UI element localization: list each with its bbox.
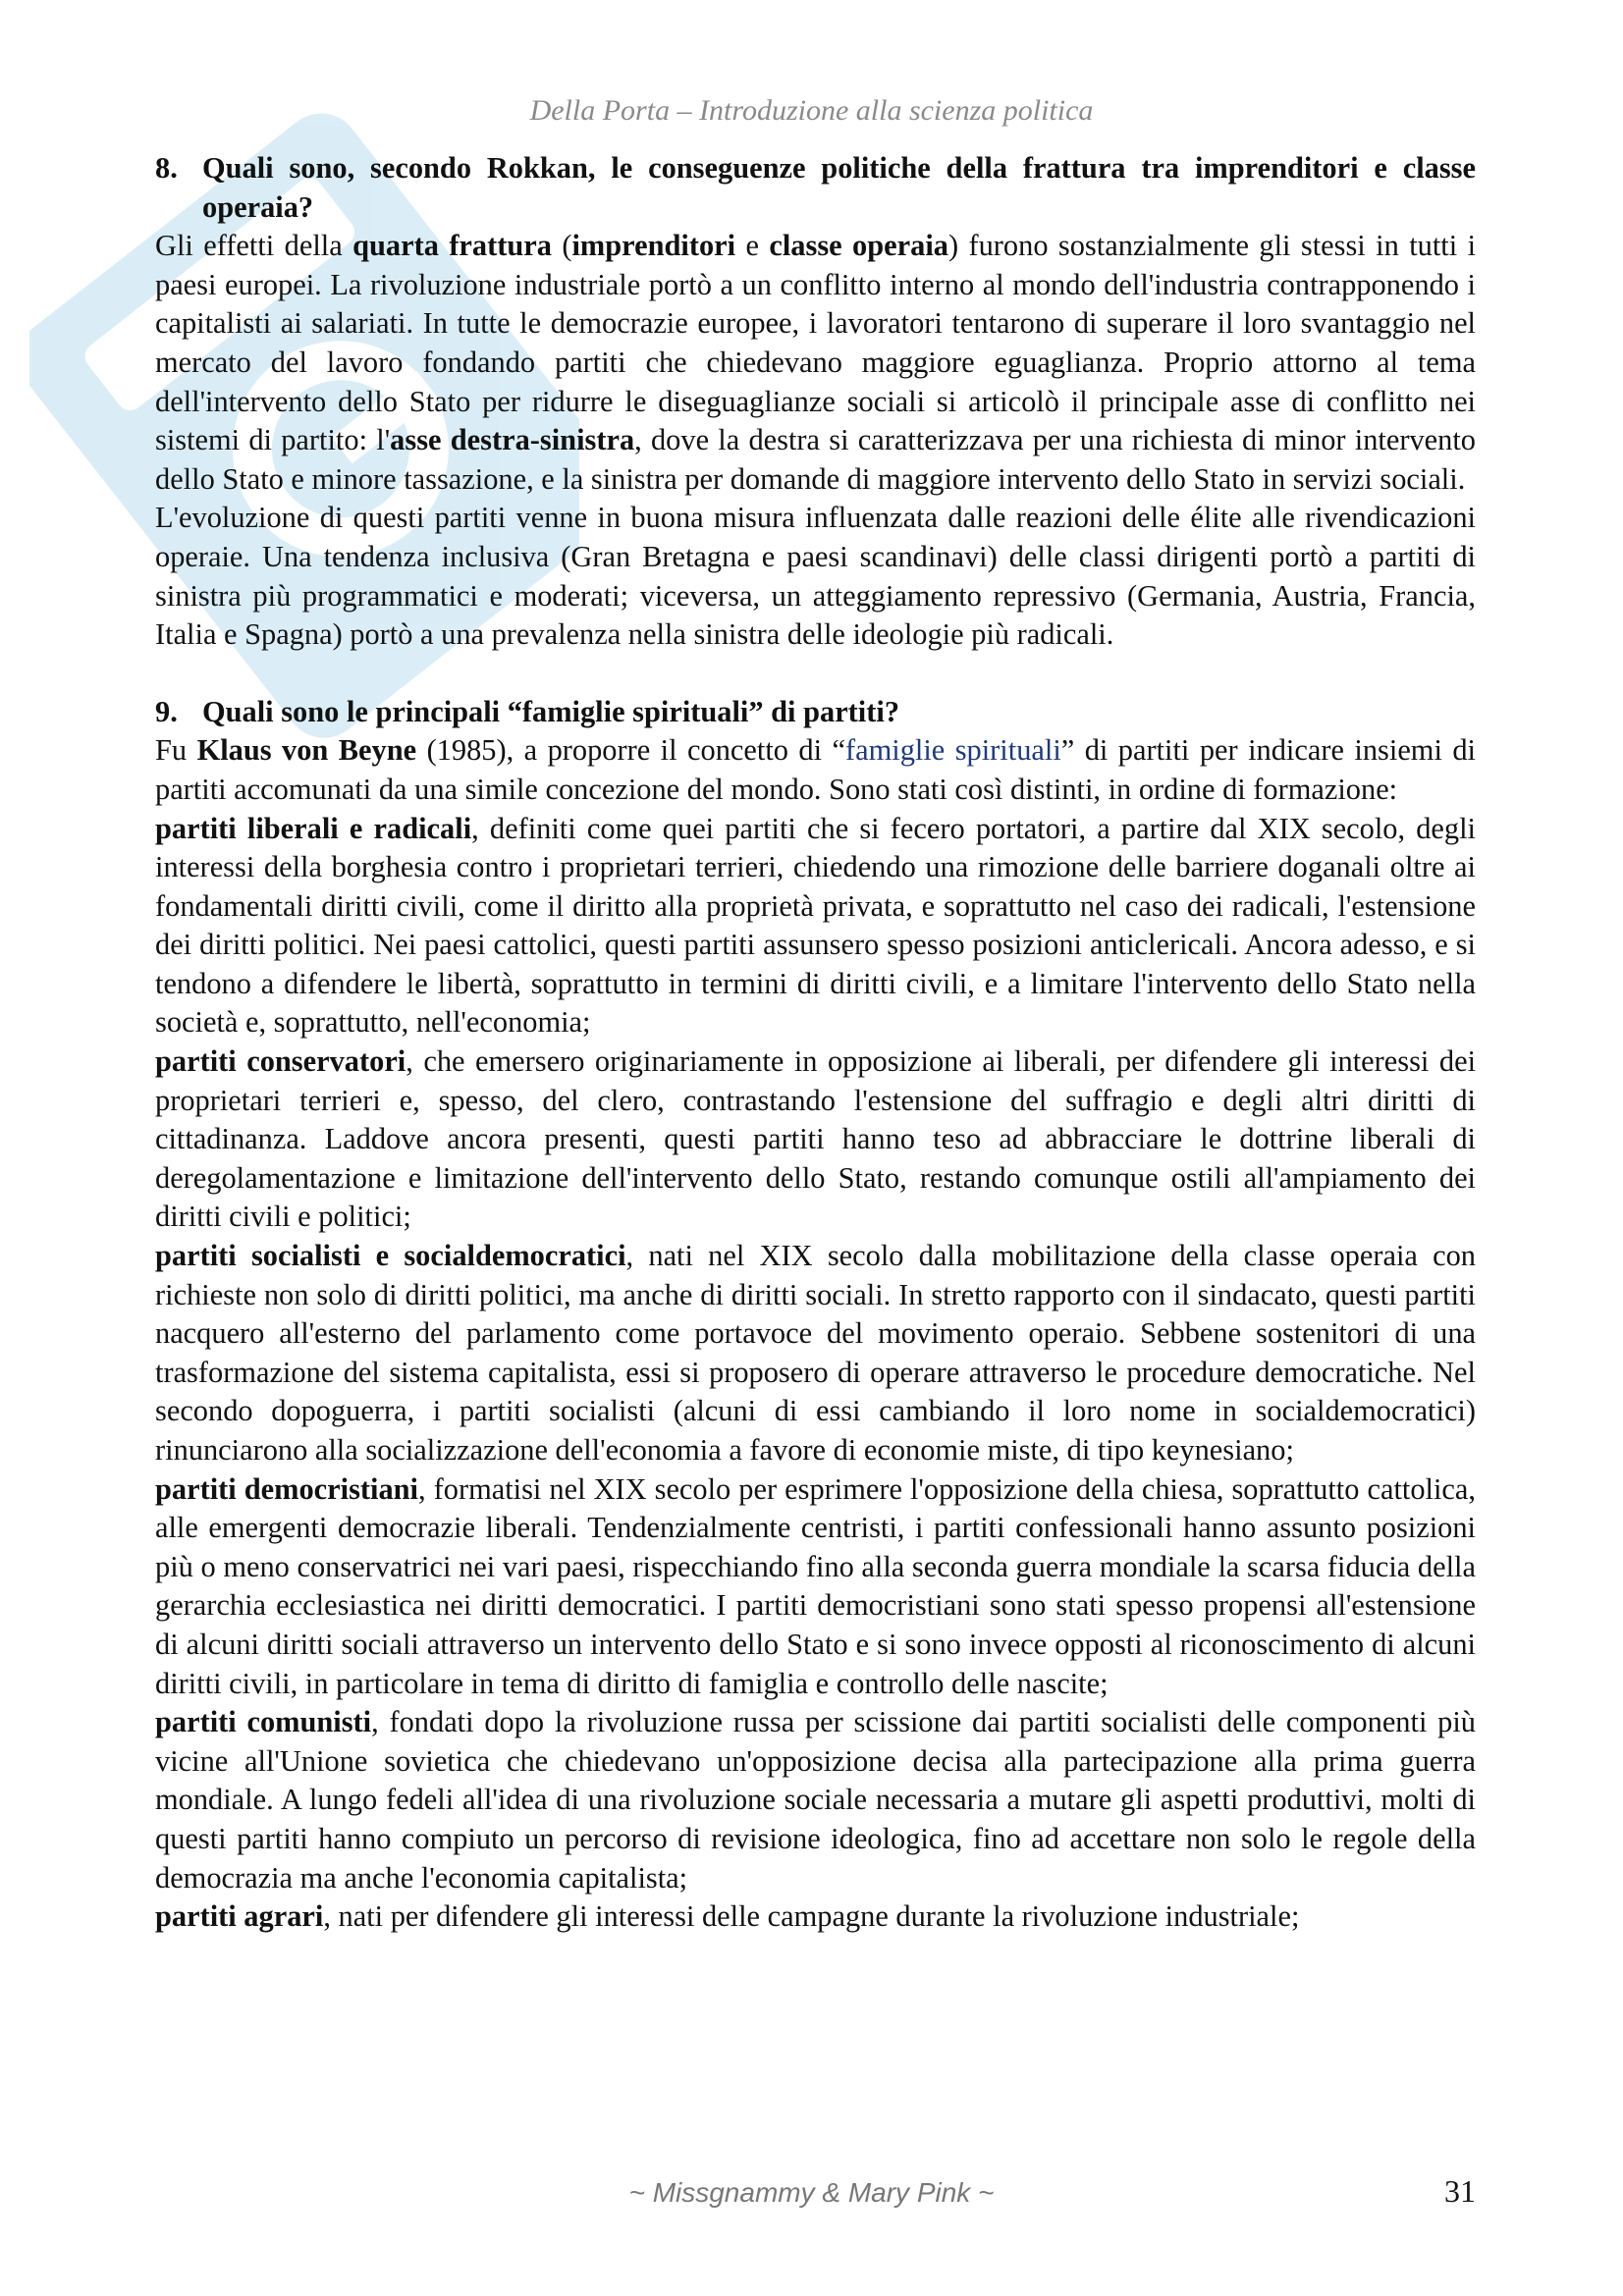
question-8-heading bbox=[155, 149, 1476, 227]
question-number: 9. bbox=[155, 694, 178, 728]
party-family-conservatori: partiti conservatori, che emersero originariamente in opposizione ai liberali, per difendere gli interessi dei proprietari terrieri e, spesso, del clero, contrastando l'estensione del suffragio e degli altri diritti di cittadinanza. Laddove ancora presenti, questi partiti hanno teso ad abbracciare le dottrine liberali di deregolamentazione e limitazione dell'intervento dello Stato, restando comunque ostili all'ampiamento dei diritti civili e politici; bbox=[155, 1044, 1477, 1234]
page-footer: ~ Missgnammy & Mary Pink ~ bbox=[628, 2177, 995, 2208]
page-number: 31 bbox=[1444, 2173, 1476, 2209]
answer-9-intro: Fu Klaus von Beyne (1985), a proporre il concetto di “famiglie spirituali” di partiti per indicare insiemi di partiti accomunati da una simile concezione del mondo. Sono stati così distinti, in ordine di formazione: bbox=[155, 733, 1476, 806]
answer-8-paragraph-2: L'evoluzione di questi partiti venne in buona misura influenzata dalle reazioni delle élite alle rivendicazioni operaie. Una tendenza inclusiva (Gran Bretagna e paesi scandinavi) delle classi dirigenti portò a partiti di sinistra più programmatici e moderati; viceversa, un atteggiamento repressivo (Germania, Austria, Francia, Italia e Spagna) portò a una prevalenza nella sinistra delle ideologie più radicali. bbox=[155, 501, 1476, 652]
question-text: Quali sono le principali “famiglie spirituali” di partiti? bbox=[202, 694, 900, 728]
answer-8-paragraph-1: Gli effetti della quarta frattura (imprenditori e classe operaia) furono sostanzialmente gli stessi in tutti i paesi europei. La rivoluzione industriale portò a un conflitto interno al mondo dell'industria contrapponendo i capitalisti ai salariati. In tutte le democrazie europee, i lavoratori tentarono di superare il loro svantaggio nel mercato del lavoro fondando partiti che chiedevano maggiore eguaglianza. Proprio attorno al tema dell'intervento dello Stato per ridurre le diseguaglianze sociali si articolò il principale asse di conflitto nei sistemi di partito: l'asse destra-sinistra, dove la destra si caratterizzava per una richiesta di minor intervento dello Stato e minore tassazione, e la sinistra per domande di maggiore intervento dello Stato in servizi sociali. bbox=[155, 229, 1477, 496]
document-body bbox=[155, 149, 1476, 1937]
page-header: Della Porta – Introduzione alla scienza politica bbox=[529, 94, 1094, 127]
question-text: Quali sono, secondo Rokkan, le conseguenze politiche della frattura tra imprenditori e classe operaia? bbox=[202, 151, 1476, 224]
question-9-heading bbox=[155, 693, 1476, 732]
party-family-socialisti: partiti socialisti e socialdemocratici, nati nel XIX secolo dalla mobilitazione della classe operaia con richieste non solo di diritti politici, ma anche di diritti sociali. In stretto rapporto con il sindacato, questi partiti nacquero all'esterno del parlamento come portavoce del movimento operaio. Sebbene sostenitori di una trasformazione del sistema capitalista, essi si proposero di operare attraverso le procedure democratiche. Nel secondo dopoguerra, i partiti socialisti (alcuni di essi cambiando il loro nome in socialdemocratici) rinunciarono alla socializzazione dell'economia a favore di economie miste, di tipo keynesiano; bbox=[155, 1239, 1476, 1467]
party-family-comunisti: partiti comunisti, fondati dopo la rivoluzione russa per scissione dai partiti socialisti delle componenti più vicine all'Unione sovietica che chiedevano un'opposizione decisa alla partecipazione alla prima guerra mondiale. A lungo fedeli all'idea di una rivoluzione sociale necessaria a mutare gli aspetti produttivi, molti di questi partiti hanno compiuto un percorso di revisione ideologica, fino ad accettare non solo le regole della democrazia ma anche l'economia capitalista; bbox=[155, 1705, 1476, 1895]
party-family-liberali: partiti liberali e radicali, definiti come quei partiti che si fecero portatori, a partire dal XIX secolo, degli interessi della borghesia contro i proprietari terrieri, chiedendo una rimozione delle barriere doganali oltre ai fondamentali diritti civili, come il diritto alla proprietà privata, e soprattutto nel caso dei radicali, l'estensione dei diritti politici. Nei paesi cattolici, questi partiti assunsero spesso posizioni anticlericali. Ancora adesso, e si tendono a difendere le libertà, soprattutto in termini di diritti civili, e a limitare l'intervento dello Stato nella società e, soprattutto, nell'economia; bbox=[155, 811, 1476, 1040]
party-family-agrari: partiti agrari, nati per difendere gli interessi delle campagne durante la rivoluzione industriale; bbox=[155, 1899, 1300, 1934]
party-family-democristiani: partiti democristiani, formatisi nel XIX secolo per esprimere l'opposizione della chiesa, soprattutto cattolica, alle emergenti democrazie liberali. Tendenzialmente centristi, i partiti confessionali hanno assunto posizioni più o meno conservatrici nei vari paesi, rispecchiando fino alla seconda guerra mondiale la scarsa fiducia della gerarchia ecclesiastica nei diritti democratici. I partiti democristiani sono stati spesso propensi all'estensione di alcuni diritti sociali attraverso un intervento dello Stato e si sono invece opposti al riconoscimento di alcuni diritti civili, in particolare in tema di diritto di famiglia e controllo delle nascite; bbox=[155, 1471, 1476, 1700]
question-number: 8. bbox=[155, 151, 178, 185]
